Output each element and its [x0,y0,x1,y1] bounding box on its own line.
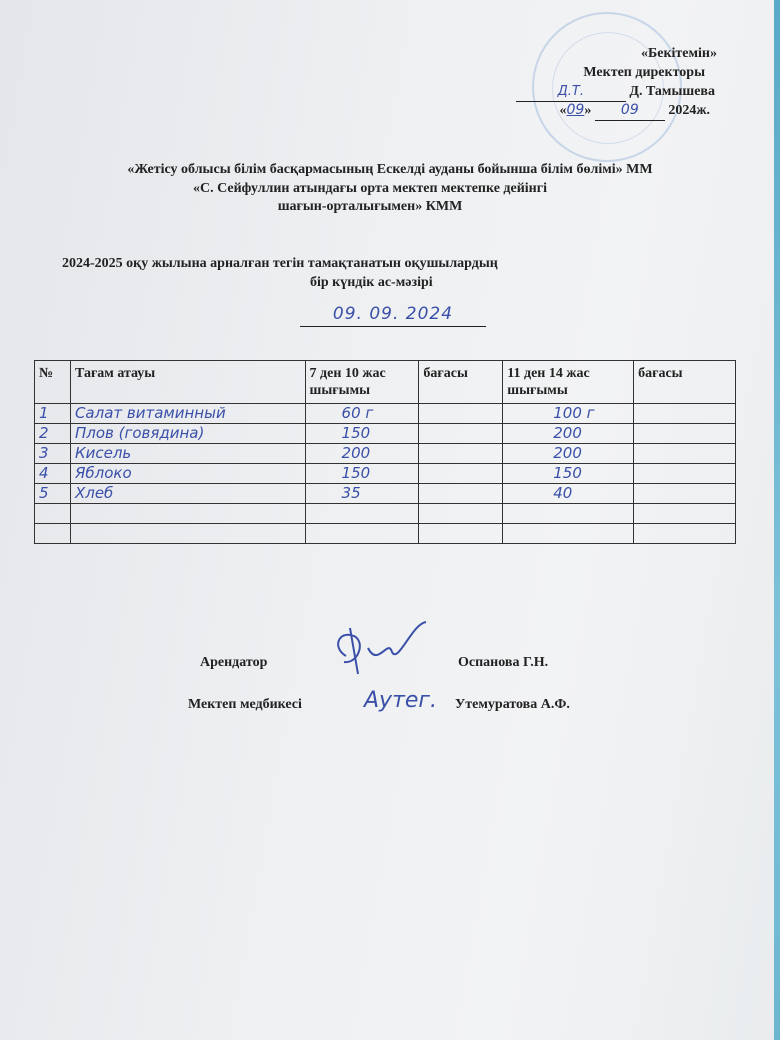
cell-number: 5 [35,484,71,504]
table-row [35,464,736,484]
cell-portion-11-14: 200 [503,424,634,444]
cell-empty [35,504,71,524]
nurse-name: Утемуратова А.Ф. [455,697,570,712]
table-row [35,484,736,504]
menu-title-line-2: бір күндік ас-мәзірі [310,275,433,290]
cell-price-11-14 [634,444,736,464]
cell-empty [70,504,305,524]
tenant-name: Оспанова Г.Н. [458,655,549,670]
cell-number: 4 [35,464,71,484]
menu-table [34,360,736,544]
approval-date-year: 2024ж. [668,103,710,118]
approval-position: Мектеп директоры [583,65,705,80]
approval-date: «09» 09 2024ж. [520,101,710,121]
cell-portion-11-14: 40 [503,484,634,504]
menu-date: 09. 09. 2024 [332,304,454,324]
cell-portion-7-10: 150 [305,464,419,484]
cell-price-7-10 [419,484,503,504]
approval-date-month: 09 [595,101,665,121]
cell-portion-7-10: 60 г [305,404,419,424]
cell-dish: Салат витаминный [70,404,305,424]
cell-price-7-10 [419,404,503,424]
org-line-3: шағын-орталығымен» КММ [277,199,463,214]
cell-dish: Яблоко [70,464,305,484]
cell-portion-11-14: 100 г [503,404,634,424]
cell-price-7-10 [419,444,503,464]
cell-empty [634,524,736,544]
org-line-1: «Жетісу облысы білім басқармасының Ескелді ауданы бойынша білім бөлімі» ММ [127,162,653,177]
header-number: № [35,361,71,404]
cell-empty [419,504,503,524]
approval-date-day: 09 [566,102,585,118]
table-row-empty [35,524,736,544]
table-row [35,404,736,424]
cell-price-7-10 [419,424,503,444]
approval-title: «Бекітемін» [640,46,717,61]
cell-empty [70,524,305,544]
header-portion-11-14: 11 ден 14 жас шығымы [503,361,634,404]
menu-date-line [300,304,486,327]
director-name: Д. Тамышева [629,84,715,99]
cell-portion-11-14: 200 [503,444,634,464]
cell-portion-7-10: 150 [305,424,419,444]
cell-portion-11-14: 150 [503,464,634,484]
header-price-11-14: бағасы [634,361,736,404]
cell-price-7-10 [419,464,503,484]
table-header-row [35,361,736,404]
table-row [35,424,736,444]
cell-price-11-14 [634,424,736,444]
cell-number: 3 [35,444,71,464]
cell-portion-7-10: 200 [305,444,419,464]
cell-price-11-14 [634,464,736,484]
cell-empty [503,524,634,544]
cell-empty [503,504,634,524]
cell-dish: Кисель [70,444,305,464]
approval-signature-line [500,82,715,102]
cell-price-11-14 [634,484,736,504]
cell-price-11-14 [634,404,736,424]
org-line-2: «С. Сейфуллин атындағы орта мектеп мектепке дейінгі [193,181,547,196]
page-edge [774,0,780,1040]
director-signature: Д.Т. [516,82,626,102]
header-dish-name: Тағам атауы [70,361,305,404]
table-row [35,444,736,464]
cell-empty [305,504,419,524]
cell-number: 2 [35,424,71,444]
table-row-empty [35,504,736,524]
nurse-signature: Аутег. [364,688,437,713]
tenant-label: Арендатор [200,655,268,670]
cell-empty [419,524,503,544]
menu-title-line-1: 2024-2025 оқу жылына арналған тегін тамақтанатын оқушылардың [62,256,498,271]
tenant-signature [328,618,438,678]
cell-portion-7-10: 35 [305,484,419,504]
cell-number: 1 [35,404,71,424]
nurse-label: Мектеп медбикесі [188,697,302,712]
header-portion-7-10: 7 ден 10 жас шығымы [305,361,419,404]
cell-dish: Плов (говядина) [70,424,305,444]
cell-empty [35,524,71,544]
cell-empty [305,524,419,544]
cell-dish: Хлеб [70,484,305,504]
header-price-7-10: бағасы [419,361,503,404]
cell-empty [634,504,736,524]
